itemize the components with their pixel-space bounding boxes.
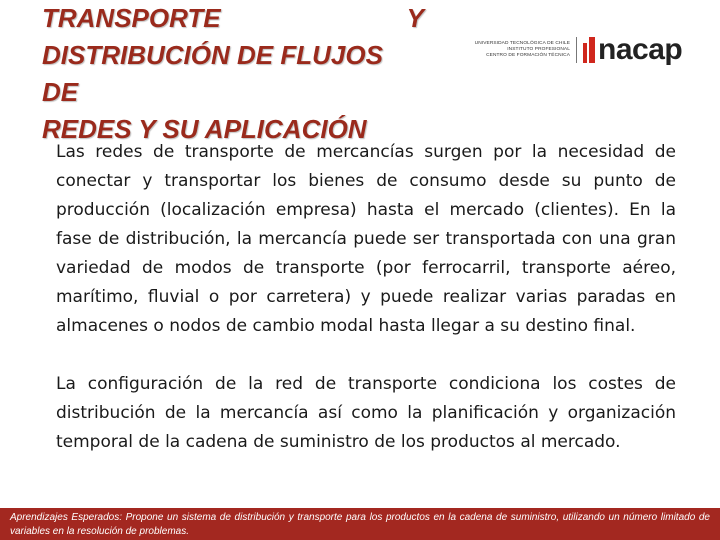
paragraph-2: La configuración de la red de transporte condiciona los costes de distribución de la mercancía así como la planificación y organización temporal de la cadena de suministro de los productos al mercado. (56, 374, 676, 452)
logo-divider (576, 37, 577, 63)
inacap-logo (462, 26, 698, 74)
title-line-2: DISTRIBUCIÓN DE FLUJOS DE (42, 40, 383, 107)
paragraph-1: Las redes de transporte de mercancías surgen por la necesidad de conectar y transportar los bienes de consumo desde su punto de producción (localización empresa) hasta el mercado (clientes). En la fase de distribución, la mercancía puede ser transportada con una gran variedad de modos de transporte (por ferrocarril, transporte aéreo, marítimo, fluvial o por carretera) y puede realizar varias paradas en almacenes o nodos de cambio modal hasta llegar a su destino final. (56, 142, 676, 336)
logo-line-2: INSTITUTO PROFESIONAL (507, 47, 570, 52)
logo-institution-text (462, 41, 576, 59)
body-text (56, 138, 676, 457)
title-line-3: REDES Y SU APLICACIÓN (42, 114, 367, 144)
footer-learning-outcomes: Aprendizajes Esperados: Propone un sistema de distribución y transporte para los productos en la cadena de suministro, utilizando un número limitado de variables en la resolución de problemas. (0, 508, 720, 540)
logo-mark-icon (583, 37, 595, 63)
slide-title (42, 0, 424, 148)
logo-wordmark: nacap (598, 33, 683, 66)
title-word-transporte: TRANSPORTE (42, 3, 221, 33)
logo-line-3: CENTRO DE FORMACIÓN TÉCNICA (486, 53, 570, 58)
title-line-1 (42, 0, 424, 37)
logo-line-1: UNIVERSIDAD TECNOLÓGICA DE CHILE (474, 41, 570, 46)
title-word-y: Y (406, 3, 424, 33)
